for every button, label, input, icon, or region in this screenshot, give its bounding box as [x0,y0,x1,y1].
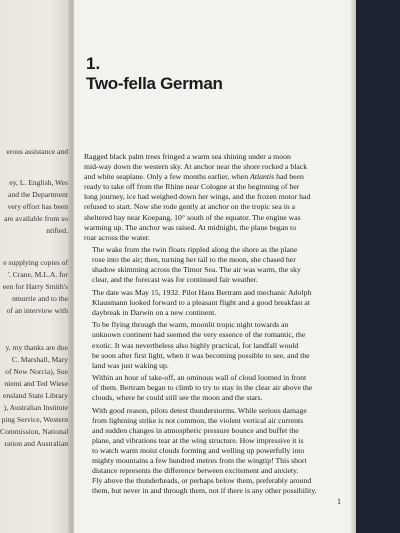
chapter-title: Two-fella German [86,74,223,93]
paragraph [84,152,344,243]
text-line: ready to take off from the Rhine near Cologne at the beginning of her [84,182,300,192]
text-line: With good reason, pilots detest thunderstorms. While serious damage [92,405,307,415]
text-line: daybreak in Darwin on a new continent. [92,308,217,317]
text-line: mighty mountains a few hundred metres from the wingtip! This short [92,456,307,466]
text-line: warming up. The anchor was raised. At midnight, the plane began to [84,222,297,232]
text-line: be soon after first light, when it was becoming possible to see, and the [92,350,310,360]
text-line: Within an hour of take-off, an ominous wall of cloud loomed in front [92,373,307,383]
left-page-line: ration and Australian [4,439,68,448]
text-line: and sudden changes in atmospheric pressure bounce and buffet the [92,425,299,435]
text-line: plane, and vibrations tear at the wing structure. How impressive it is [92,436,304,446]
chapter-body [84,152,344,499]
left-page-line: ensland State Library [3,391,68,400]
left-page-line: een for Harry Smith's [2,282,68,291]
left-page-line: niemi and Ted Wiese [4,379,68,388]
text-line: roar across the water. [84,232,150,242]
text-line: rose into the air; then, turning her tail to the moon, she chased her [92,255,296,265]
text-line: shadow skimming across the Timor Sea. The air was warm, the sky [92,265,301,275]
left-page [0,0,70,533]
left-page-line: of New Norcia), Sue [5,367,68,376]
text-line: of them. Bertram began to climb to try to stay in the clear air above the [92,383,313,393]
text-line: The date was May 15, 1932. Pilot Hans Bertram and mechanic Adolph [92,287,312,297]
left-page-line: e supplying copies of [3,258,68,267]
left-page-line: ), Australian Institute [3,403,68,412]
left-page-line: very effort has been [7,202,68,211]
text-line: Fly above the thunderheads, or perhaps below them, preferably around [92,476,312,486]
text-line: exotic. It was nevertheless also highly practical, for landfall would [92,340,299,350]
text-line: from lightning strike is not common, the violent vertical air currents [92,415,304,425]
left-page-line: of an interview with [6,306,68,315]
left-page-line: C. Marshall, Mary [11,355,68,364]
text-line: sheltered bay near Koepang, 10° south of the equator. The engine was [84,212,301,222]
text-line: land was just waking up. [92,360,169,370]
left-page-line: y, my thanks are due [5,343,68,352]
left-page-line: ey, L. English, Wes [9,178,68,187]
paragraph [84,320,344,370]
text-line: The wake from the twin floats rippled along the shore as the plane [92,245,298,255]
left-page-line: are available from so [4,214,68,223]
text-line: mid-way down the western sky. At anchor near the shore rocked a black [84,162,308,172]
text-line: to watch warm moist clouds forming and welling up powerfully into [92,446,305,456]
paragraph [84,406,344,497]
paragraph [84,288,344,318]
paragraph [84,373,344,403]
text-line: and white seaplane. Only a few months earlier, when Atlantis had been [84,172,304,182]
book-cover-edge [356,0,400,533]
left-page-line: '. Crane, M.L.A. for [7,270,68,279]
text-line: unknown continent had seemed the very essence of the romantic, the [92,330,306,340]
text-line: Klausmann looked forward to a pleasant flight and a good breakfast at [92,297,311,307]
page-number: 1 [337,497,341,506]
text-line: distance represents the difference between excitement and anxiety. [92,466,299,476]
text-line: clouds, where he could still see the moon and the stars. [92,393,263,403]
text-line: long journey, ice had weighed down her wings, and the frozen motor had [84,192,311,202]
left-page-line: nmurrie and to the [12,294,68,303]
text-line: refused to start. Now she rode gently at anchor on the tropic sea in a [84,202,296,212]
left-page-line: and the Department [8,190,68,199]
left-page-line: ping Service, Western [1,415,68,424]
paragraph [84,245,344,285]
left-page-line: Commission, National [0,427,69,436]
text-line: Ragged black palm trees fringed a warm sea shining under a moon [84,152,291,161]
left-page-line: erous assistance and [6,147,68,156]
text-line: To be flying through the warm, moonlit tropic night towards an [92,320,289,330]
left-page-line: ntified. [46,226,68,235]
text-line: clear, and the forecast was for continued fair weather. [92,275,258,285]
chapter-number: 1. [86,54,101,73]
text-line: them, but never in and through them, not if there is any other possibility. [92,486,317,496]
